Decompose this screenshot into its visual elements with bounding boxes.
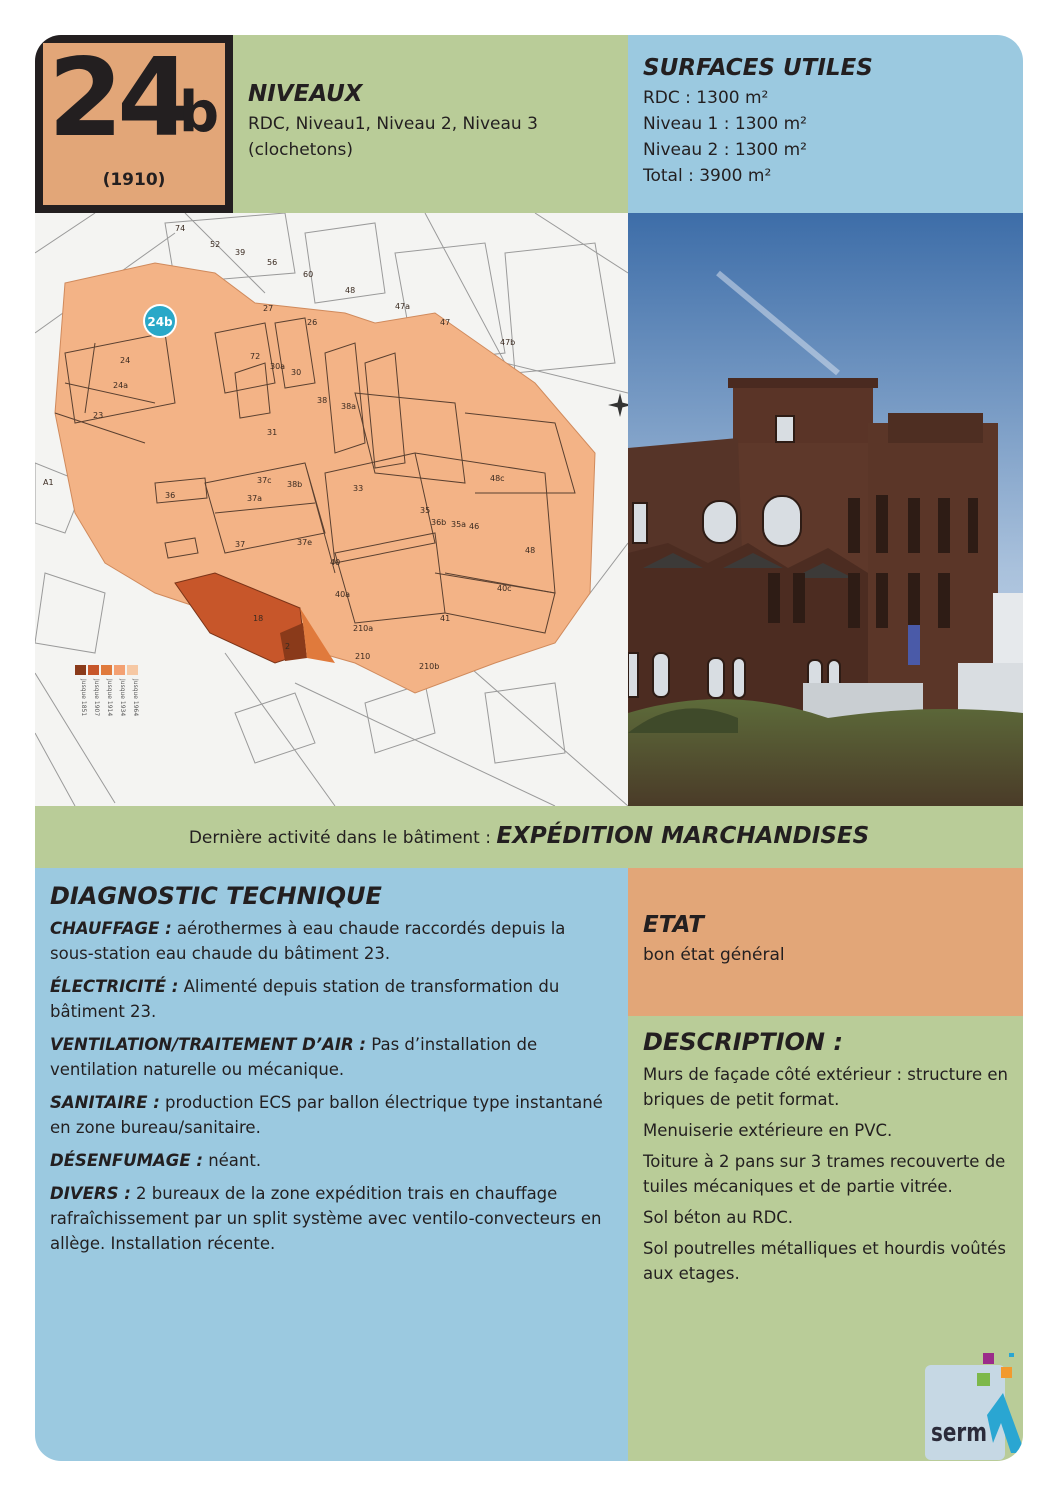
building-number: 24	[48, 36, 187, 161]
building-photo-svg	[628, 213, 1023, 806]
description-item: Sol poutrelles métalliques et hourdis voûtés aux etages.	[643, 1239, 1006, 1283]
serm-logo-text: serm	[931, 1418, 987, 1448]
surface-line: Niveau 1 : 1300 m²	[643, 114, 807, 134]
map-label: A1	[43, 478, 54, 487]
building-photo	[628, 213, 1023, 806]
legend-label: Jusque 1907	[93, 679, 100, 717]
map-label: 47a	[395, 302, 411, 311]
map-label: 23	[93, 411, 104, 420]
surfaces-section	[628, 35, 1023, 213]
niveaux-section	[233, 35, 628, 213]
diagnostic-text: Alimenté depuis station de transformation du bâtiment 23.	[50, 977, 560, 1021]
diagnostic-key: ÉLECTRICITÉ :	[50, 977, 179, 996]
map-label: 48	[525, 546, 536, 555]
description-title: DESCRIPTION :	[643, 1028, 843, 1056]
map-label: 35a	[451, 520, 467, 529]
map-label: 36b	[431, 518, 447, 527]
surface-line: Total : 3900 m²	[643, 166, 772, 186]
description-item: Sol béton au RDC.	[643, 1208, 794, 1227]
map-label: 35	[420, 506, 431, 515]
map-label: 210b	[419, 662, 440, 671]
map-label: 38	[317, 396, 328, 405]
info-sheet	[35, 35, 1023, 1461]
diagnostic-key: SANITAIRE :	[50, 1093, 160, 1112]
diagnostic-item	[50, 974, 608, 1024]
map-label: 52	[210, 240, 221, 249]
diagnostic-key: DÉSENFUMAGE :	[50, 1151, 203, 1170]
map-label: 40c	[497, 584, 512, 593]
site-plan-map	[35, 213, 628, 806]
description-item: Toiture à 2 pans sur 3 trames recouverte de tuiles mécaniques et de partie vitrée.	[643, 1152, 1006, 1196]
building-year: (1910)	[102, 170, 166, 190]
surface-line: RDC : 1300 m²	[643, 88, 769, 108]
map-label: 47	[440, 318, 451, 327]
map-label: 210	[355, 652, 371, 661]
serm-logo	[925, 1353, 1023, 1461]
etat-section	[628, 868, 1023, 1016]
map-label: 27	[263, 304, 274, 313]
activity-bar	[35, 806, 1023, 868]
activity-value: EXPÉDITION MARCHANDISES	[496, 823, 870, 849]
description-item: Murs de façade côté extérieur : structure en briques de petit format.	[643, 1065, 1008, 1109]
map-label: 74	[175, 224, 186, 233]
diagnostic-item	[50, 1148, 608, 1173]
diagnostic-text: aérothermes à eau chaude raccordés depuis la sous-station eau chaude du bâtiment 23.	[50, 919, 566, 963]
map-label: 36	[165, 491, 176, 500]
diagnostic-text: néant.	[202, 1151, 262, 1170]
map-label: 37e	[297, 538, 313, 547]
map-label: 48	[345, 286, 356, 295]
diagnostic-section	[35, 868, 628, 1461]
map-label: 40a	[335, 590, 351, 599]
diagnostic-key: DIVERS :	[50, 1184, 131, 1203]
site-plan-area	[55, 263, 595, 693]
activity-prefix: Dernière activité dans le bâtiment :	[188, 828, 497, 848]
diagnostic-text: production ECS par ballon électrique type instantané en zone bureau/sanitaire.	[50, 1093, 603, 1137]
surfaces-title: SURFACES UTILES	[643, 55, 873, 81]
map-label: 37	[235, 540, 246, 549]
map-label: 38b	[287, 480, 303, 489]
map-marker-label: 24b	[147, 315, 173, 329]
map-legend	[75, 665, 139, 716]
diagnostic-item	[50, 1181, 608, 1256]
site-plan-svg	[35, 213, 628, 806]
map-label: 72	[250, 352, 261, 361]
niveaux-title: NIVEAUX	[248, 81, 363, 107]
building-badge	[35, 35, 233, 213]
map-label: 33	[353, 484, 364, 493]
building-suffix: b	[179, 80, 220, 145]
diagnostic-item	[50, 1090, 608, 1140]
map-label: 40	[330, 558, 341, 567]
diagnostic-title: DIAGNOSTIC TECHNIQUE	[50, 882, 382, 910]
map-label: 37a	[247, 494, 263, 503]
map-label: 37c	[257, 476, 272, 485]
map-label: 26	[307, 318, 318, 327]
map-label: 30a	[270, 362, 286, 371]
map-label: 47b	[500, 338, 516, 347]
map-label: 60	[303, 270, 314, 279]
map-label: 46	[469, 522, 480, 531]
surface-line: Niveau 2 : 1300 m²	[643, 140, 807, 160]
map-label: 31	[267, 428, 278, 437]
diagnostic-item	[50, 916, 608, 966]
legend-label: Jusque 1851	[80, 679, 87, 717]
niveaux-text: RDC, Niveau1, Niveau 2, Niveau 3 (clochetons)	[248, 114, 538, 160]
legend-label: Jusque 1934	[119, 679, 126, 717]
map-label: 2	[285, 642, 291, 651]
diagnostic-item	[50, 1032, 608, 1082]
compass-icon	[608, 393, 628, 417]
etat-title: ETAT	[643, 912, 704, 938]
building-badge-inner	[43, 36, 225, 205]
map-label: 39	[235, 248, 246, 257]
map-label: 24	[120, 356, 131, 365]
description-item: Menuiserie extérieure en PVC.	[643, 1121, 893, 1140]
map-label: 18	[253, 614, 264, 623]
etat-text: bon état général	[643, 945, 785, 965]
map-label: 30	[291, 368, 302, 377]
legend-label: Jusque 1964	[132, 679, 139, 717]
map-label: 41	[440, 614, 451, 623]
map-label: 48c	[490, 474, 505, 483]
diagnostic-key: VENTILATION/TRAITEMENT D’AIR :	[50, 1035, 367, 1054]
legend-label: Jusque 1914	[106, 679, 113, 717]
map-label: 38a	[341, 402, 357, 411]
map-label: 56	[267, 258, 278, 267]
map-label: 210a	[353, 624, 374, 633]
map-label: 24a	[113, 381, 129, 390]
diagnostic-text: Pas d’installation de ventilation naturelle ou mécanique.	[50, 1035, 538, 1079]
diagnostic-text: 2 bureaux de la zone expédition trais en chauffage rafraîchissement par un split système avec ventilo-convecteurs en allège. Installation récente.	[50, 1184, 602, 1253]
diagnostic-key: CHAUFFAGE :	[50, 919, 172, 938]
